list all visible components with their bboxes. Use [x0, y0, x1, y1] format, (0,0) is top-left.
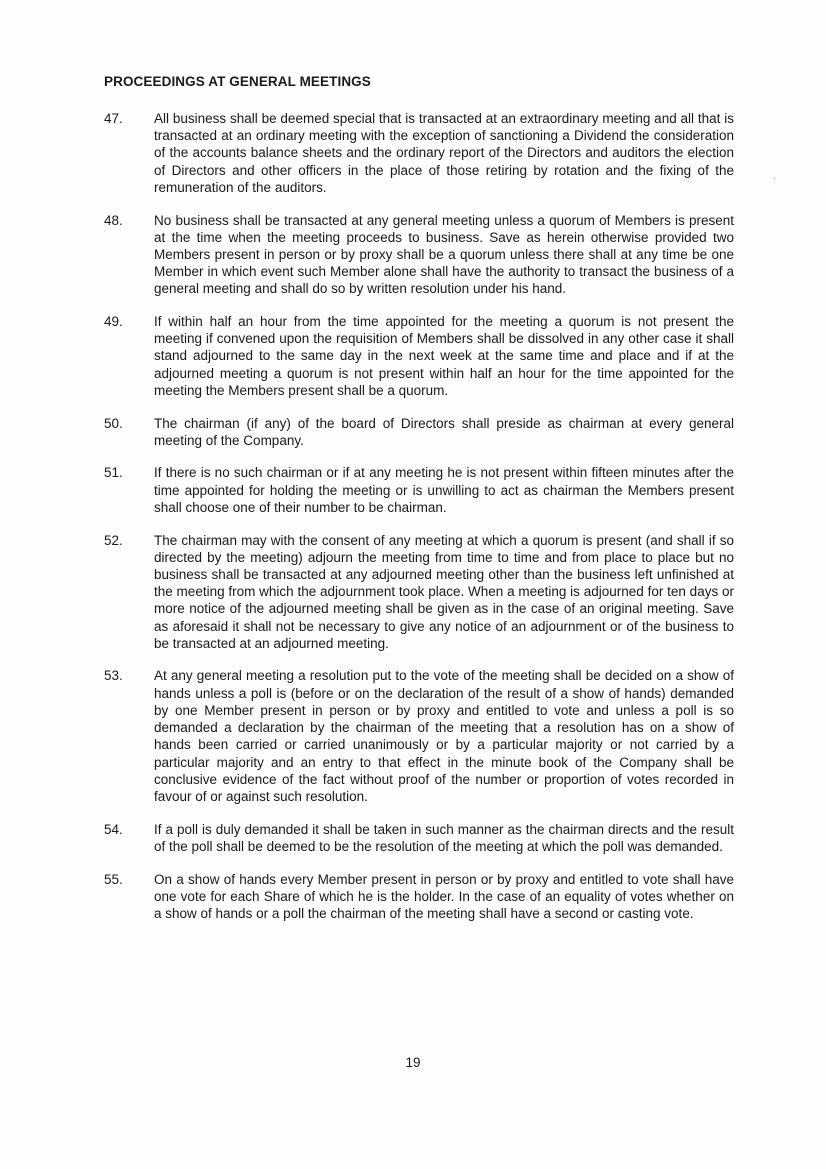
clause-text: All business shall be deemed special that is transacted at an extraordinary meeting and all that is transacted at an ordinary meeting with the exception of sanctioning a Dividend the consideration of the accounts balance sheets and the ordinary report of the Directors and auditors the election of Directors and other officers in the place of those retiring by rotation and the fixing of the remuneration of the auditors. [154, 111, 734, 195]
clause-number: 50. [104, 415, 123, 431]
clause-53 [104, 667, 734, 805]
clause-number: 51. [104, 465, 123, 481]
clause-text: On a show of hands every Member present in person or by proxy and entitled to vote shall have one vote for each Share of which he is the holder. In the case of an equality of votes whether on a show of hands or a poll the chairman of the meeting shall have a second or casting vote. [154, 871, 734, 921]
clause-text: The chairman may with the consent of any meeting at which a quorum is present (and shall if so directed by the meeting) adjourn the meeting from time to time and from place to place but no business shall be transacted at any adjourned meeting other than the business left unfinished at the meeting from which the adjournment took place. When a meeting is adjourned for ten days or more notice of the adjourned meeting shall be given as in the case of an original meeting. Save as aforesaid it shall not be necessary to give any notice of an adjournment or of the business to be transacted at an adjourned meeting. [154, 532, 734, 651]
clause-text: The chairman (if any) of the board of Directors shall preside as chairman at every general meeting of the Company. [154, 415, 734, 448]
scan-speck [774, 178, 775, 179]
clause-text: If a poll is duly demanded it shall be taken in such manner as the chairman directs and the result of the poll shall be deemed to be the resolution of the meeting at which the poll was demanded. [154, 821, 734, 854]
clause-number: 52. [104, 532, 123, 548]
clause-number: 48. [104, 212, 123, 228]
clause-52 [104, 532, 734, 652]
clause-48 [104, 212, 734, 298]
clause-number: 53. [104, 668, 123, 684]
clause-number: 55. [104, 871, 123, 887]
clause-number: 47. [104, 111, 123, 126]
clause-text: At any general meeting a resolution put to the vote of the meeting shall be decided on a show of hands unless a poll is (before or on the declaration of the result of a show of hands) demanded by one Member present in person or by proxy and entitled to vote and unless a poll is so demanded a declaration by the chairman of the meeting that a resolution has on a show of hands been carried or carried unanimously or by a particular majority or not carried by a particular majority and an entry to that effect in the minute book of the Company shall be conclusive evidence of the fact without proof of the number or proportion of votes recorded in favour of or against such resolution. [154, 668, 734, 804]
clause-text: If within half an hour from the time appointed for the meeting a quorum is not present the meeting if convened upon the requisition of Members shall be dissolved in any other case it shall stand adjourned to the same day in the next week at the same time and place and if at the adjourned meeting a quorum is not present within half an hour for the time appointed for the meeting the Members present shall be a quorum. [154, 314, 734, 398]
page-number: 19 [405, 1055, 421, 1070]
clause-54 [104, 821, 734, 855]
section-heading: PROCEEDINGS AT GENERAL MEETINGS [104, 74, 371, 89]
clause-50 [104, 415, 734, 449]
clause-51 [104, 464, 734, 516]
clause-number: 54. [104, 821, 123, 837]
clause-text: If there is no such chairman or if at any meeting he is not present within fifteen minutes after the time appointed for holding the meeting or is unwilling to act as chairman the Members present shall choose one of their number to be chairman. [154, 465, 734, 515]
clause-55 [104, 871, 734, 923]
clause-list [104, 110, 734, 938]
clause-47 [104, 110, 734, 196]
clause-49 [104, 313, 734, 399]
clause-number: 49. [104, 314, 123, 330]
clause-text: No business shall be transacted at any general meeting unless a quorum of Members is present at the time when the meeting proceeds to business. Save as herein otherwise provided two Members present in person or by proxy shall be a quorum unless there shall at any time be one Member in which event such Member alone shall have the authority to transact the business of a general meeting and shall do so by written resolution under his hand. [154, 212, 734, 297]
